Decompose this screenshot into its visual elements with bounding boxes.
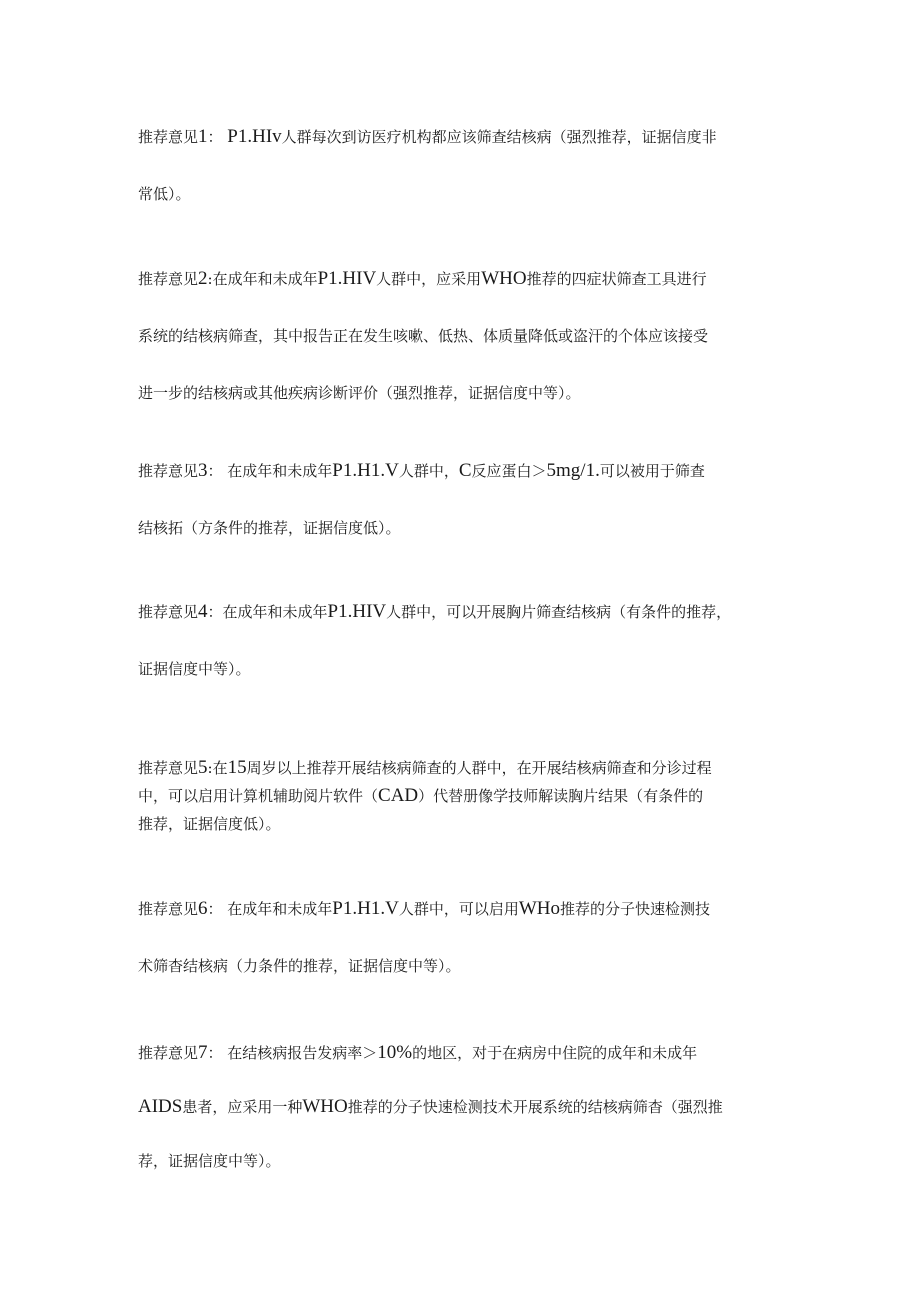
paragraph-line: 荐，证据信度中等）。	[138, 1152, 281, 1170]
paragraph-line: 常低）。	[138, 185, 191, 203]
paragraph-line: 推荐意见7： 在结核病报告发病率＞10%的地区，对于在病房中住院的成年和未成年	[138, 1042, 698, 1063]
recommendation-6-paragraph	[138, 898, 786, 1012]
paragraph-line: 推荐意见3： 在成年和未成年P1.H1.V人群中，C反应蛋白＞5mg/1.可以被用于筛查	[138, 460, 705, 481]
paragraph-line: 推荐意见4：在成年和未成年P1.HIV人群中，可以开展胸片筛查结核病（有条件的推荐，	[138, 601, 732, 622]
recommendation-4-paragraph	[138, 601, 786, 715]
recommendation-2-paragraph	[138, 268, 786, 439]
paragraph-line: 推荐意见2:在成年和未成年P1.HIV人群中，应采用WHO推荐的四症状筛查工具进行	[138, 268, 707, 289]
paragraph-line: 进一步的结核病或其他疾病诊断评价（强烈推荐，证据信度中等）。	[138, 384, 581, 402]
paragraph-line: 推荐意见6： 在成年和未成年P1.H1.V人群中，可以启用WHo推荐的分子快速检测技	[138, 898, 710, 919]
recommendation-5-paragraph	[138, 756, 786, 840]
paragraph-line: 中，可以启用计算机辅助阅片软件（CAD）代替册像学技师解读胸片结果（有条件的	[138, 785, 704, 806]
paragraph-line: 结核拓（方条件的推荐，证据信度低）。	[138, 519, 401, 537]
paragraph-line: 推荐，证据信度低）。	[138, 815, 281, 833]
paragraph-line: 术筛杳结核病（力条件的推荐，证据信度中等）。	[138, 957, 461, 975]
paragraph-line: 系统的结核病筛查，其中报告正在发生咳嗽、低热、体质量降低或盗汗的个体应该接受	[138, 327, 709, 345]
paragraph-line: 推荐意见5:在15周岁以上推荐开展结核病筛查的人群中，在开展结核病筛查和分诊过程	[138, 757, 712, 778]
paragraph-line: 推荐意见1： P1.HIv人群每次到访医疗机构都应该筛查结核病（强烈推荐，证据信度非	[138, 126, 717, 147]
recommendation-1-paragraph	[138, 126, 786, 240]
paragraph-line: AIDS患者，应采用一种WHO推荐的分子快速检测技术开展系统的结核病筛杳（强烈推	[138, 1096, 723, 1117]
recommendation-7-paragraph	[138, 1041, 786, 1203]
paragraph-line: 证据信度中等）。	[138, 660, 251, 678]
recommendation-3-paragraph	[138, 459, 786, 573]
